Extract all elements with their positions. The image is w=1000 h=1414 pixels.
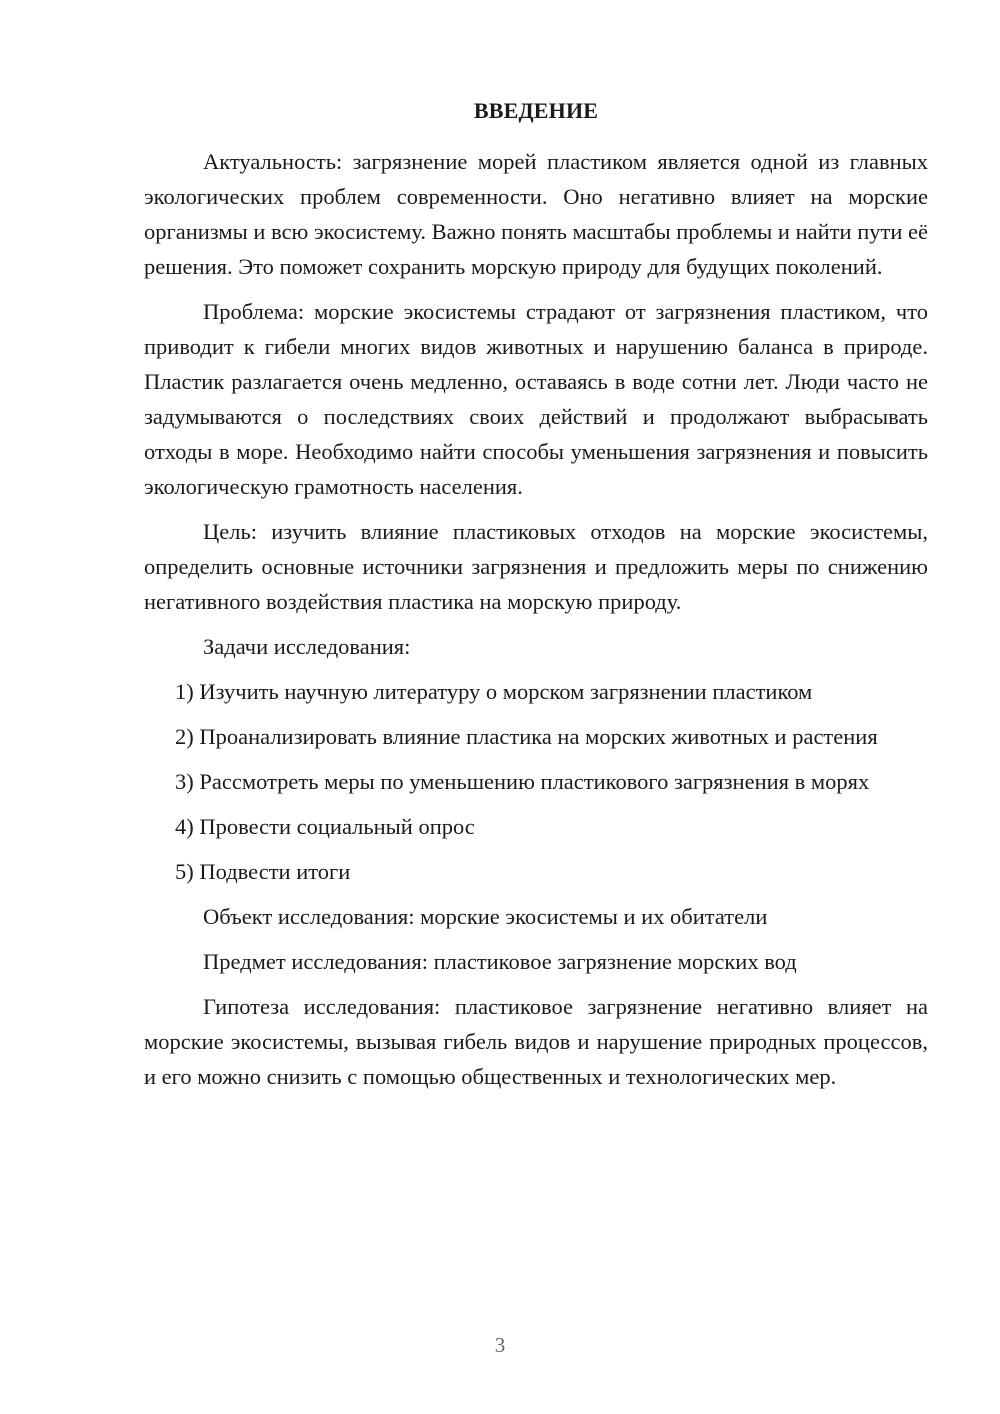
subject-paragraph: Предмет исследования: пластиковое загрязнение морских вод <box>203 949 797 974</box>
problem-paragraph: Проблема: морские экосистемы страдают от загрязнения пластиком, что приводит к гибели многих видов животных и нарушению баланса в природе. Пластик разлагается очень медленно, оставаясь в воде сотни лет. Люди часто не задумываются о последствиях своих действий и продолжают выбрасывать отходы в море. Необходимо найти способы уменьшения загрязнения и повысить экологическую грамотность населения. <box>144 299 928 499</box>
document-page <box>144 96 928 1104</box>
page-number: 3 <box>494 1333 506 1357</box>
section-title: ВВЕДЕНИЕ <box>473 98 599 123</box>
object-paragraph: Объект исследования: морские экосистемы и их обитатели <box>203 904 768 929</box>
tasks-heading: Задачи исследования: <box>203 634 411 659</box>
task-item: 5) Подвести итоги <box>175 859 351 884</box>
goal-paragraph: Цель: изучить влияние пластиковых отходов на морские экосистемы, определить основные источники загрязнения и предложить меры по снижению негативного воздействия пластика на морскую природу. <box>144 519 928 614</box>
relevance-paragraph: Актуальность: загрязнение морей пластиком является одной из главных экологических проблем современности. Оно негативно влияет на морские организмы и всю экосистему. Важно понять масштабы проблемы и найти пути её решения. Это поможет сохранить морскую природу для будущих поколений. <box>144 149 928 279</box>
hypothesis-paragraph: Гипотеза исследования: пластиковое загрязнение негативно влияет на морские экосистемы, вызывая гибель видов и нарушение природных процессов, и его можно снизить с помощью общественных и технологических мер. <box>144 994 928 1089</box>
task-item: 3) Рассмотреть меры по уменьшению пластикового загрязнения в морях <box>175 769 870 794</box>
task-item: 2) Проанализировать влияние пластика на морских животных и растения <box>175 724 878 749</box>
task-item: 1) Изучить научную литературу о морском загрязнении пластиком <box>175 679 813 704</box>
task-item: 4) Провести социальный опрос <box>175 814 475 839</box>
